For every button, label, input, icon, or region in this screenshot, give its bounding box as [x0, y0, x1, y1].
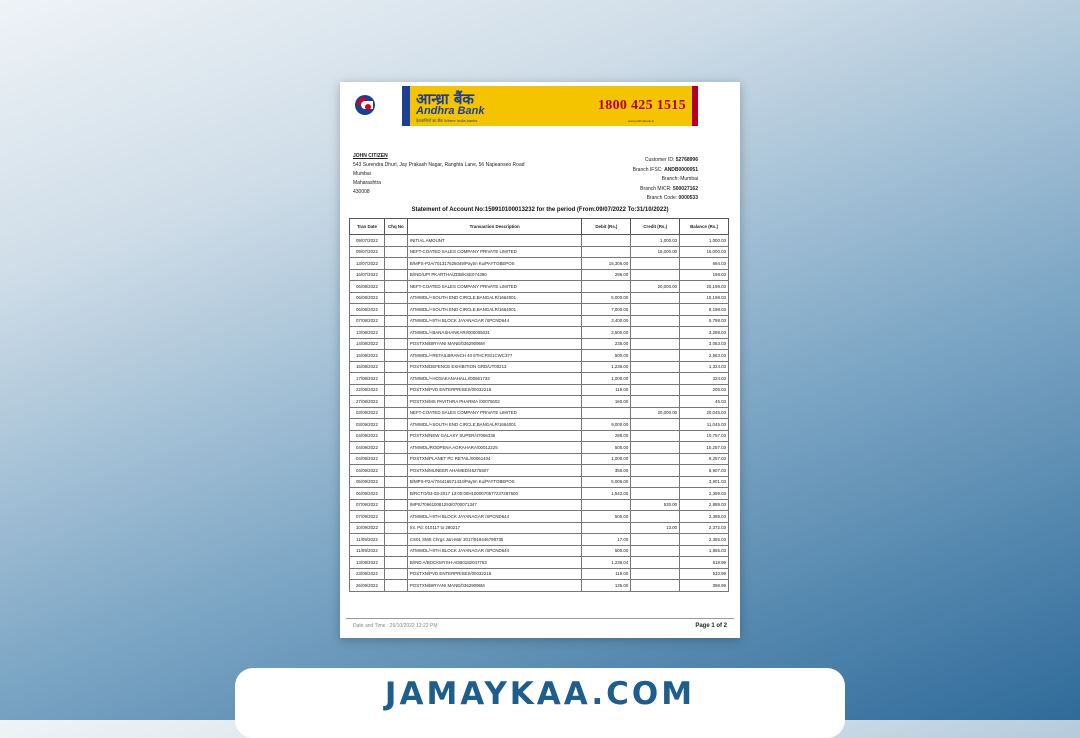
cell-date: 27/08/2022 — [350, 396, 385, 408]
cell-chq — [384, 396, 407, 408]
cell-chq — [384, 281, 407, 293]
cell-description: POSTXN/PLANET PC RETAIL/00061404 — [407, 453, 582, 465]
cell-balance: 2,889.03 — [680, 499, 729, 511]
cell-date: 23/09/2022 — [350, 568, 385, 580]
cell-balance: 10,257.03 — [680, 442, 729, 454]
branch-code-value: 0000533 — [678, 195, 698, 202]
cell-debit: 296.00 — [582, 269, 631, 281]
footer-datetime: Date and Time : 26/10/2022 12:22 PM — [353, 623, 438, 629]
cell-balance: 11,045.03 — [680, 419, 729, 431]
cell-credit — [631, 534, 680, 546]
cell-credit — [631, 419, 680, 431]
cell-credit — [631, 453, 680, 465]
cell-debit: 500.00 — [582, 442, 631, 454]
cell-credit — [631, 327, 680, 339]
customer-address-line: 543 Surendra Dhuri, Jay Prakash Nagar, Ranghta Lane, 56 Napeanseo Road — [353, 162, 525, 168]
cell-description: POSTXN/DEFENCE EXHIBITION GRD/UT00213 — [407, 361, 582, 373]
cell-chq — [384, 292, 407, 304]
cell-date: 03/09/2022 — [350, 407, 385, 419]
cell-credit — [631, 292, 680, 304]
cell-balance: 618.99 — [680, 557, 729, 569]
cell-description: POSTXN/NEW GALAXY SUPER/47066336 — [407, 430, 582, 442]
cell-balance: 5,798.03 — [680, 315, 729, 327]
cell-description: POSTXN/BIRYANI MANE/03629096M — [407, 580, 582, 592]
cell-date: 13/09/2022 — [350, 557, 385, 569]
cell-description: IMPS/706610081293/0700071347 — [407, 499, 582, 511]
cell-date: 09/07/2022 — [350, 246, 385, 258]
cell-date: 04/09/2022 — [350, 442, 385, 454]
cell-chq — [384, 499, 407, 511]
table-row — [350, 281, 729, 293]
cell-description: B/IND A/BOCKMYSH-ADB0182047763 — [407, 557, 582, 569]
bank-url: www.andhrabank.in — [628, 119, 655, 123]
cell-date: 06/08/2022 — [350, 281, 385, 293]
cell-debit: 119.00 — [582, 384, 631, 396]
branch-row — [633, 175, 698, 185]
cell-description: ATMWDL/+9TH BLOCK JAYANAGAR /SPCND644 — [407, 511, 582, 523]
cell-description: ATMWDL/RODPENA AGRAHARA/00012225 — [407, 442, 582, 454]
cell-credit — [631, 350, 680, 362]
cell-chq — [384, 304, 407, 316]
account-info-block — [633, 156, 698, 204]
banner-band-right — [692, 86, 698, 126]
cell-date: 11/09/2022 — [350, 545, 385, 557]
cell-date: 09/07/2022 — [350, 235, 385, 247]
cell-credit: 20,000.00 — [631, 407, 680, 419]
cell-balance: 1,855.03 — [680, 545, 729, 557]
cell-description: ATMWDL/+BANASHANKARI/000005031 — [407, 327, 582, 339]
cell-balance: 3,298.03 — [680, 327, 729, 339]
cell-debit — [582, 235, 631, 247]
cell-balance: 1,324.03 — [680, 361, 729, 373]
cell-date: 07/09/2022 — [350, 511, 385, 523]
table-row — [350, 338, 729, 350]
micr-row — [633, 185, 698, 195]
bank-tagline: देशवासियों का बैंक Where India banks — [416, 118, 478, 123]
table-row — [350, 545, 729, 557]
cell-balance: 20,198.03 — [680, 281, 729, 293]
cell-credit — [631, 373, 680, 385]
cell-debit: 2,500.00 — [582, 327, 631, 339]
cell-date: 04/09/2022 — [350, 453, 385, 465]
cell-description: POSTXN/PVD ENTERPRISES/00032215 — [407, 568, 582, 580]
cell-date: 15/08/2022 — [350, 350, 385, 362]
cell-chq — [384, 465, 407, 477]
table-row — [350, 258, 729, 270]
cell-chq — [384, 350, 407, 362]
cell-chq — [384, 384, 407, 396]
cell-credit: 1,000.03 — [631, 235, 680, 247]
cell-credit — [631, 269, 680, 281]
footer-page-number: Page 1 of 2 — [695, 623, 727, 629]
table-row — [350, 522, 729, 534]
cell-balance: 3,901.03 — [680, 476, 729, 488]
table-row — [350, 488, 729, 500]
cell-description: B/MPS-P2A/701317626049/Paytm Ku/PAYTOBEPOS — [407, 258, 582, 270]
cell-description: POSTXN/MUNEER AHAMED/46275507 — [407, 465, 582, 477]
transactions-body — [350, 235, 729, 592]
table-row — [350, 373, 729, 385]
customer-address-block — [353, 152, 525, 197]
cell-debit: 1,236.04 — [582, 557, 631, 569]
cell-debit — [582, 246, 631, 258]
cell-date: 17/08/2022 — [350, 373, 385, 385]
table-row — [350, 361, 729, 373]
cell-credit — [631, 580, 680, 592]
cell-credit — [631, 304, 680, 316]
cell-balance: 324.03 — [680, 373, 729, 385]
cell-balance: 533.99 — [680, 568, 729, 580]
cell-debit: 15,306.00 — [582, 258, 631, 270]
cell-description: NEFT-COATED SALES COMPANY PRIVATE LIMITED — [407, 246, 582, 258]
customer-id-row — [633, 156, 698, 166]
cell-balance: 198.03 — [680, 269, 729, 281]
cell-date: 05/09/2022 — [350, 476, 385, 488]
cell-chq — [384, 442, 407, 454]
cell-debit: 135.00 — [582, 580, 631, 592]
cell-balance: 2,389.03 — [680, 511, 729, 523]
customer-state: Maharashtra — [353, 180, 382, 186]
table-row — [350, 269, 729, 281]
cell-date: 06/09/2022 — [350, 488, 385, 500]
cell-date: 03/09/2022 — [350, 419, 385, 431]
cell-balance: 20,045.03 — [680, 407, 729, 419]
cell-debit: 500.00 — [582, 511, 631, 523]
cell-chq — [384, 361, 407, 373]
table-row — [350, 315, 729, 327]
cell-description: ATMWDL/+9TH BLOCK JAYANAGAR /SPCND644 — [407, 545, 582, 557]
cell-date: 10/09/2022 — [350, 522, 385, 534]
table-row — [350, 350, 729, 362]
cell-debit: 119.00 — [582, 568, 631, 580]
cell-debit — [582, 281, 631, 293]
cell-debit: 160.00 — [582, 396, 631, 408]
cell-description: B/RCTO/03-03-2017 13:00:00H1000070577237287500 — [407, 488, 582, 500]
cell-debit: 235.00 — [582, 338, 631, 350]
table-row — [350, 419, 729, 431]
cell-debit: 9,000.00 — [582, 419, 631, 431]
cell-credit — [631, 511, 680, 523]
branch-code-row — [633, 194, 698, 204]
cell-balance: 15,198.03 — [680, 292, 729, 304]
banner-band-left — [402, 86, 410, 126]
table-row — [350, 580, 729, 592]
cell-date: 07/08/2022 — [350, 315, 385, 327]
cell-credit — [631, 568, 680, 580]
cell-balance: 16,000.03 — [680, 246, 729, 258]
cell-credit — [631, 488, 680, 500]
cell-credit — [631, 430, 680, 442]
cell-debit: 500.00 — [582, 545, 631, 557]
cell-debit: 1,000.00 — [582, 373, 631, 385]
cell-chq — [384, 327, 407, 339]
cell-date: 04/09/2022 — [350, 465, 385, 477]
cell-debit: 5,000.00 — [582, 292, 631, 304]
cell-balance: 2,563.03 — [680, 350, 729, 362]
cell-description: POSTXN/PVD ENTERPRISES/00032215 — [407, 384, 582, 396]
micr-label: Branch MICR: — [640, 185, 672, 192]
cell-debit: 1,542.00 — [582, 488, 631, 500]
cell-date: 06/08/2022 — [350, 292, 385, 304]
cell-date: 06/08/2022 — [350, 304, 385, 316]
cell-description: NEFT-COATED SALES COMPANY PRIVATE LIMITED — [407, 281, 582, 293]
cell-date: 22/08/2022 — [350, 384, 385, 396]
cell-chq — [384, 407, 407, 419]
cell-chq — [384, 534, 407, 546]
col-header-chq: Chq No — [384, 219, 407, 235]
branch-code-label: Branch Code: — [646, 195, 678, 202]
cell-credit — [631, 315, 680, 327]
table-row — [350, 499, 729, 511]
statement-title: Statement of Account No:159910100013232 for the period (From:09/07/2022 To:31/10/2022) — [411, 207, 669, 213]
site-name: JAMAYKAA.COM — [384, 676, 696, 712]
cell-balance: 45.03 — [680, 396, 729, 408]
table-row — [350, 384, 729, 396]
cell-description: ATMWDL/+9TH BLOCK JAYANAGAR /SPCND644 — [407, 315, 582, 327]
cell-chq — [384, 373, 407, 385]
micr-value: 500027162 — [672, 185, 698, 192]
cell-date: 14/08/2022 — [350, 338, 385, 350]
customer-city: Mumbai — [353, 171, 371, 177]
cell-chq — [384, 580, 407, 592]
cell-chq — [384, 269, 407, 281]
table-row — [350, 292, 729, 304]
cell-credit — [631, 476, 680, 488]
bank-banner — [402, 86, 698, 126]
cell-credit — [631, 465, 680, 477]
branch-value: Mumbai — [680, 176, 698, 183]
cell-date: 26/09/2022 — [350, 580, 385, 592]
cell-chq — [384, 488, 407, 500]
cell-debit — [582, 522, 631, 534]
site-banner — [235, 668, 845, 738]
branch-label: Branch: — [661, 176, 679, 183]
cell-chq — [384, 419, 407, 431]
cell-credit — [631, 361, 680, 373]
cell-credit: 20,000.00 — [631, 281, 680, 293]
cell-balance: 8,907.03 — [680, 465, 729, 477]
cell-chq — [384, 522, 407, 534]
table-row — [350, 235, 729, 247]
bank-phone: 1800 425 1515 — [598, 98, 686, 113]
table-row — [350, 430, 729, 442]
ifsc-row — [633, 166, 698, 176]
cell-credit — [631, 258, 680, 270]
col-header-date: Tran Date — [350, 219, 385, 235]
cell-debit: 288.00 — [582, 430, 631, 442]
table-header-row — [350, 219, 729, 235]
cell-debit — [582, 499, 631, 511]
cell-credit — [631, 338, 680, 350]
col-header-description: Transaction Description — [407, 219, 582, 235]
cell-balance: 205.03 — [680, 384, 729, 396]
cell-chq — [384, 557, 407, 569]
cell-balance: 2,359.03 — [680, 488, 729, 500]
cell-credit: 13.00 — [631, 522, 680, 534]
cell-balance: 1,000.03 — [680, 235, 729, 247]
ifsc-value: ANDB0000051 — [664, 166, 698, 173]
cell-debit: 1,000.00 — [582, 453, 631, 465]
table-row — [350, 511, 729, 523]
bank-name-english: Andhra Bank — [416, 105, 485, 117]
bank-name-hindi: आन्ध्रा बैंक — [416, 90, 474, 108]
table-row — [350, 246, 729, 258]
cell-description: ATMWDL/+RETAILBRANCH 40 6THCRS/1CWC377 — [407, 350, 582, 362]
col-header-balance: Balance (Rs.) — [680, 219, 729, 235]
cell-chq — [384, 235, 407, 247]
cell-date: 16/07/2022 — [350, 269, 385, 281]
cell-debit: 350.00 — [582, 465, 631, 477]
table-row — [350, 407, 729, 419]
table-row — [350, 465, 729, 477]
cell-chq — [384, 315, 407, 327]
cell-description: ATMWDL/+HOSAKANAHALLI/00661733 — [407, 373, 582, 385]
cell-description: CS01 SMS Chrgs Jan-Mar 2017/919446798735 — [407, 534, 582, 546]
cell-chq — [384, 338, 407, 350]
cell-debit: 7,000.00 — [582, 304, 631, 316]
customer-id-label: Customer ID: — [644, 157, 675, 163]
cell-balance: 9,257.03 — [680, 453, 729, 465]
cell-balance: 2,355.03 — [680, 534, 729, 546]
table-row — [350, 453, 729, 465]
customer-id-value: 52768996 — [675, 157, 698, 163]
table-row — [350, 476, 729, 488]
cell-balance: 694.03 — [680, 258, 729, 270]
cell-credit — [631, 442, 680, 454]
col-header-credit: Credit (Rs.) — [631, 219, 680, 235]
ifsc-label: Branch IFSC: — [632, 166, 663, 173]
table-row — [350, 327, 729, 339]
customer-pin: 430008 — [353, 189, 370, 195]
cell-description: B/MPS-P2A/704416571434/Paytm Ku/PAYTOBEPOS — [407, 476, 582, 488]
cell-credit — [631, 396, 680, 408]
table-row — [350, 396, 729, 408]
cell-description: ATMWDL/+SOUTH END CIRCLE,BANGALR/1664001 — [407, 292, 582, 304]
cell-date: 11/09/2022 — [350, 534, 385, 546]
statement-page — [340, 82, 740, 638]
footer-divider — [346, 618, 734, 619]
table-row — [350, 534, 729, 546]
andhra-bank-logo-icon — [354, 94, 376, 116]
cell-balance: 2,372.03 — [680, 522, 729, 534]
cell-chq — [384, 453, 407, 465]
cell-date: 13/08/2022 — [350, 327, 385, 339]
cell-debit — [582, 407, 631, 419]
cell-balance: 10,757.03 — [680, 430, 729, 442]
cell-chq — [384, 476, 407, 488]
cell-date: 13/07/2022 — [350, 258, 385, 270]
cell-debit: 17.00 — [582, 534, 631, 546]
cell-description: ATMWDL/+SOUTH END CIRCLE,BANGALR/1664001 — [407, 304, 582, 316]
transactions-table — [349, 218, 729, 592]
cell-chq — [384, 430, 407, 442]
cell-debit: 1,236.00 — [582, 361, 631, 373]
cell-chq — [384, 246, 407, 258]
customer-name: JOHN CITIZEN — [353, 153, 388, 159]
cell-date: 04/09/2022 — [350, 430, 385, 442]
cell-debit: 5,006.00 — [582, 476, 631, 488]
table-row — [350, 568, 729, 580]
cell-description: NEFT-COATED SALES COMPANY PRIVATE LIMITED — [407, 407, 582, 419]
cell-chq — [384, 568, 407, 580]
cell-date: 15/08/2022 — [350, 361, 385, 373]
col-header-debit: Debit (Rs.) — [582, 219, 631, 235]
cell-description: ATMWDL/+SOUTH END CIRCLE,BANGALR/1664001 — [407, 419, 582, 431]
table-row — [350, 557, 729, 569]
cell-credit: 15,000.00 — [631, 246, 680, 258]
cell-credit — [631, 557, 680, 569]
cell-debit: 500.00 — [582, 350, 631, 362]
cell-credit — [631, 545, 680, 557]
cell-chq — [384, 545, 407, 557]
cell-date: 07/09/2022 — [350, 499, 385, 511]
table-row — [350, 442, 729, 454]
cell-description: B/IND/UPI PKARTHA/ZDB/KSE074390 — [407, 269, 582, 281]
table-row — [350, 304, 729, 316]
cell-credit: 530.00 — [631, 499, 680, 511]
cell-debit: 3,400.00 — [582, 315, 631, 327]
cell-description: POSTXN/BIRYANI MANE/03629096M — [407, 338, 582, 350]
cell-balance: 8,198.03 — [680, 304, 729, 316]
cell-balance: 398.99 — [680, 580, 729, 592]
cell-description: INITIAL AMOUNT — [407, 235, 582, 247]
cell-description: Int. Pd: 010117 to 280217 — [407, 522, 582, 534]
cell-chq — [384, 511, 407, 523]
cell-credit — [631, 384, 680, 396]
cell-description: POSTXN/MS PAVITHRA PHARMA /00075602 — [407, 396, 582, 408]
cell-chq — [384, 258, 407, 270]
cell-balance: 3,063.03 — [680, 338, 729, 350]
